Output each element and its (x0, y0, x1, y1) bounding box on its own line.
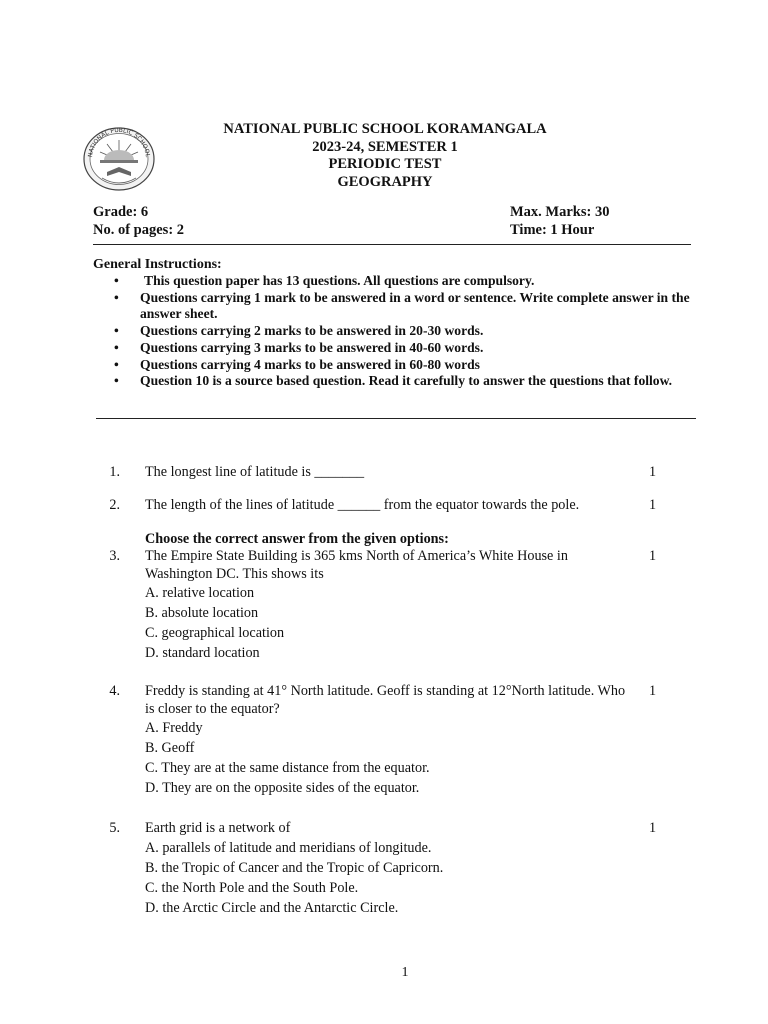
school-emblem-icon (82, 126, 156, 192)
option: D. the Arctic Circle and the Antarctic Circle. (145, 899, 399, 916)
option: A. relative location (145, 585, 255, 602)
school-logo (82, 126, 156, 192)
option: A. parallels of latitude and meridians of longitude. (145, 839, 432, 856)
section-heading: Choose the correct answer from the given options: (145, 531, 449, 547)
option: A. Freddy (145, 720, 203, 737)
page-number: 1 (401, 965, 409, 980)
option: C. They are at the same distance from the equator. (145, 760, 430, 777)
question-number: 5. (109, 820, 120, 836)
exam-header (150, 121, 620, 191)
question-block (145, 820, 635, 918)
question-block (145, 683, 635, 798)
instructions-list (114, 273, 694, 390)
question-mark: 1 (649, 497, 657, 513)
question-text: Freddy is standing at 41° North latitude. Geoff is standing at 12°North latitude. Who is closer to the equator? (145, 683, 626, 717)
session: 2023-24, SEMESTER 1 (312, 138, 458, 155)
option: D. standard location (145, 645, 260, 662)
instruction-item: • Questions carrying 2 marks to be answered in 20-30 words. (114, 323, 484, 339)
question-block (145, 548, 635, 663)
option: C. the North Pole and the South Pole. (145, 879, 359, 896)
school-name: NATIONAL PUBLIC SCHOOL KORAMANGALA (223, 121, 547, 137)
instructions-title: General Instructions: (93, 257, 222, 272)
question-mark: 1 (649, 683, 657, 699)
question-number: 1. (109, 464, 120, 480)
option: C. geographical location (145, 625, 285, 642)
question-text: The longest line of latitude is _______ (145, 464, 365, 480)
logo-text: NATIONAL PUBLIC SCHOOL (87, 126, 151, 158)
instruction-item: • Questions carrying 4 marks to be answered in 60-80 words (114, 356, 480, 372)
option: D. They are on the opposite sides of the equator. (145, 780, 420, 797)
question-number: 3. (109, 548, 120, 564)
question-number: 2. (109, 497, 120, 513)
instruction-item: • Question 10 is a source based question. Read it carefully to answer the questions that follow. (114, 373, 673, 389)
question-text: The length of the lines of latitude ______ from the equator towards the pole. (145, 497, 580, 513)
question-text: The Empire State Building is 365 kms North of America’s White House in Washington DC. This shows its (145, 548, 568, 582)
divider (93, 244, 691, 245)
page-count: No. of pages: 2 (93, 222, 185, 238)
instruction-item: • This question paper has 13 questions. All questions are compulsory. (114, 273, 535, 288)
question-mark: 1 (649, 464, 657, 480)
question-number: 4. (109, 683, 120, 699)
question-text: Earth grid is a network of (145, 820, 291, 836)
subject: GEOGRAPHY (337, 173, 433, 190)
option: B. the Tropic of Cancer and the Tropic of Capricorn. (145, 859, 444, 876)
option: B. Geoff (145, 740, 195, 757)
instruction-item: • Questions carrying 3 marks to be answered in 40-60 words. (114, 339, 484, 355)
divider (96, 418, 696, 419)
question-mark: 1 (649, 548, 657, 564)
max-marks: Max. Marks: 30 (510, 204, 610, 220)
test-name: PERIODIC TEST (328, 156, 442, 172)
grade: Grade: 6 (93, 204, 149, 220)
duration: Time: 1 Hour (510, 222, 595, 238)
instruction-item: • Questions carrying 1 mark to be answered in a word or sentence. Write complete answer in the answer sheet. (114, 289, 690, 322)
option: B. absolute location (145, 605, 259, 622)
question-mark: 1 (649, 820, 657, 836)
